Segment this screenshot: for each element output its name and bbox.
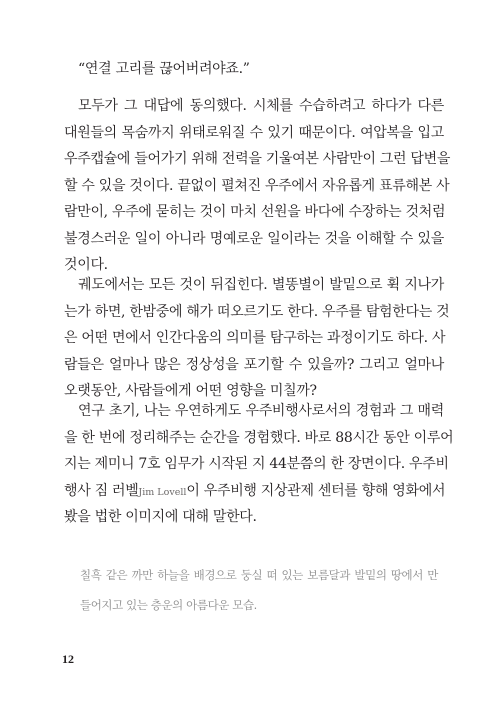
paragraph-line: 불경스러운 일이 아니라 명예로운 일이라는 것을 이해할 수 있을	[64, 230, 444, 247]
paragraph-line: 오랫동안, 사람들에게 어떤 영향을 미칠까?	[64, 383, 317, 399]
paragraph-line: 지는 제미니 7호 임무가 시작된 지 44분쯤의 한 장면이다. 우주비	[64, 456, 449, 472]
paragraph-line: 람들은 얼마나 많은 정상성을 포기할 수 있을까? 그리고 얼마나	[64, 356, 444, 373]
paragraph-2	[64, 272, 450, 405]
paragraph-fragment: 이 우주비행 지상관제 센터를 향해 영화에서	[186, 482, 446, 499]
caption-line: 칠흑 같은 까만 하늘을 배경으로 둥실 떠 있는 보름달과 발밑의 땅에서 만	[80, 568, 438, 582]
paragraph-line: 은 어떤 면에서 인간다움의 의미를 탐구하는 과정이기도 하다. 사	[64, 330, 446, 346]
paragraph-line: 궤도에서는 모든 것이 뒤집힌다. 별똥별이 발밑으로 휙 지나가	[78, 277, 444, 293]
paragraph-line: 는가 하면, 한밤중에 해가 떠오르기도 한다. 우주를 탐험한다는 것	[64, 303, 450, 320]
paragraph-line: 연구 초기, 나는 우연하게도 우주비행사로서의 경험과 그 매력	[78, 403, 444, 419]
name-english: Jim Lovell	[138, 486, 187, 498]
paragraph-line: 것이다.	[64, 257, 108, 273]
paragraph-line: 대원들의 목숨까지 위태로워질 수 있기 때문이다. 여압복을 입고	[64, 124, 444, 141]
paragraph-line: 할 수 있을 것이다. 끝없이 펼쳐진 우주에서 자유롭게 표류해본 사	[64, 177, 450, 194]
paragraph-fragment: 행사 짐 러벨	[64, 482, 139, 499]
paragraph-line: 봤을 법한 이미지에 대해 말한다.	[64, 509, 257, 525]
paragraph-line-with-name	[64, 478, 444, 505]
photo-caption	[80, 560, 438, 620]
quote-line	[64, 56, 444, 83]
paragraph-line: 람만이, 우주에 묻히는 것이 마치 선원을 바다에 수장하는 것처럼	[64, 204, 446, 220]
paragraph-1	[64, 93, 451, 279]
paragraph-line: 우주캡슐에 들어가기 위해 전력을 기울여본 사람만이 그런 답변을	[64, 151, 451, 167]
caption-line: 들어지고 있는 층운의 아름다운 모습.	[80, 598, 257, 612]
paragraph-line: 모두가 그 대답에 동의했다. 시체를 수습하려고 하다가 다른	[78, 98, 444, 114]
page-number: 12	[62, 652, 74, 666]
quote-text: “연결 고리를 끊어버려야죠.”	[78, 61, 250, 77]
paragraph-line: 을 한 번에 정리해주는 순간을 경험했다. 바로 88시간 동안 이루어	[64, 429, 454, 446]
paragraph-3	[64, 398, 454, 531]
